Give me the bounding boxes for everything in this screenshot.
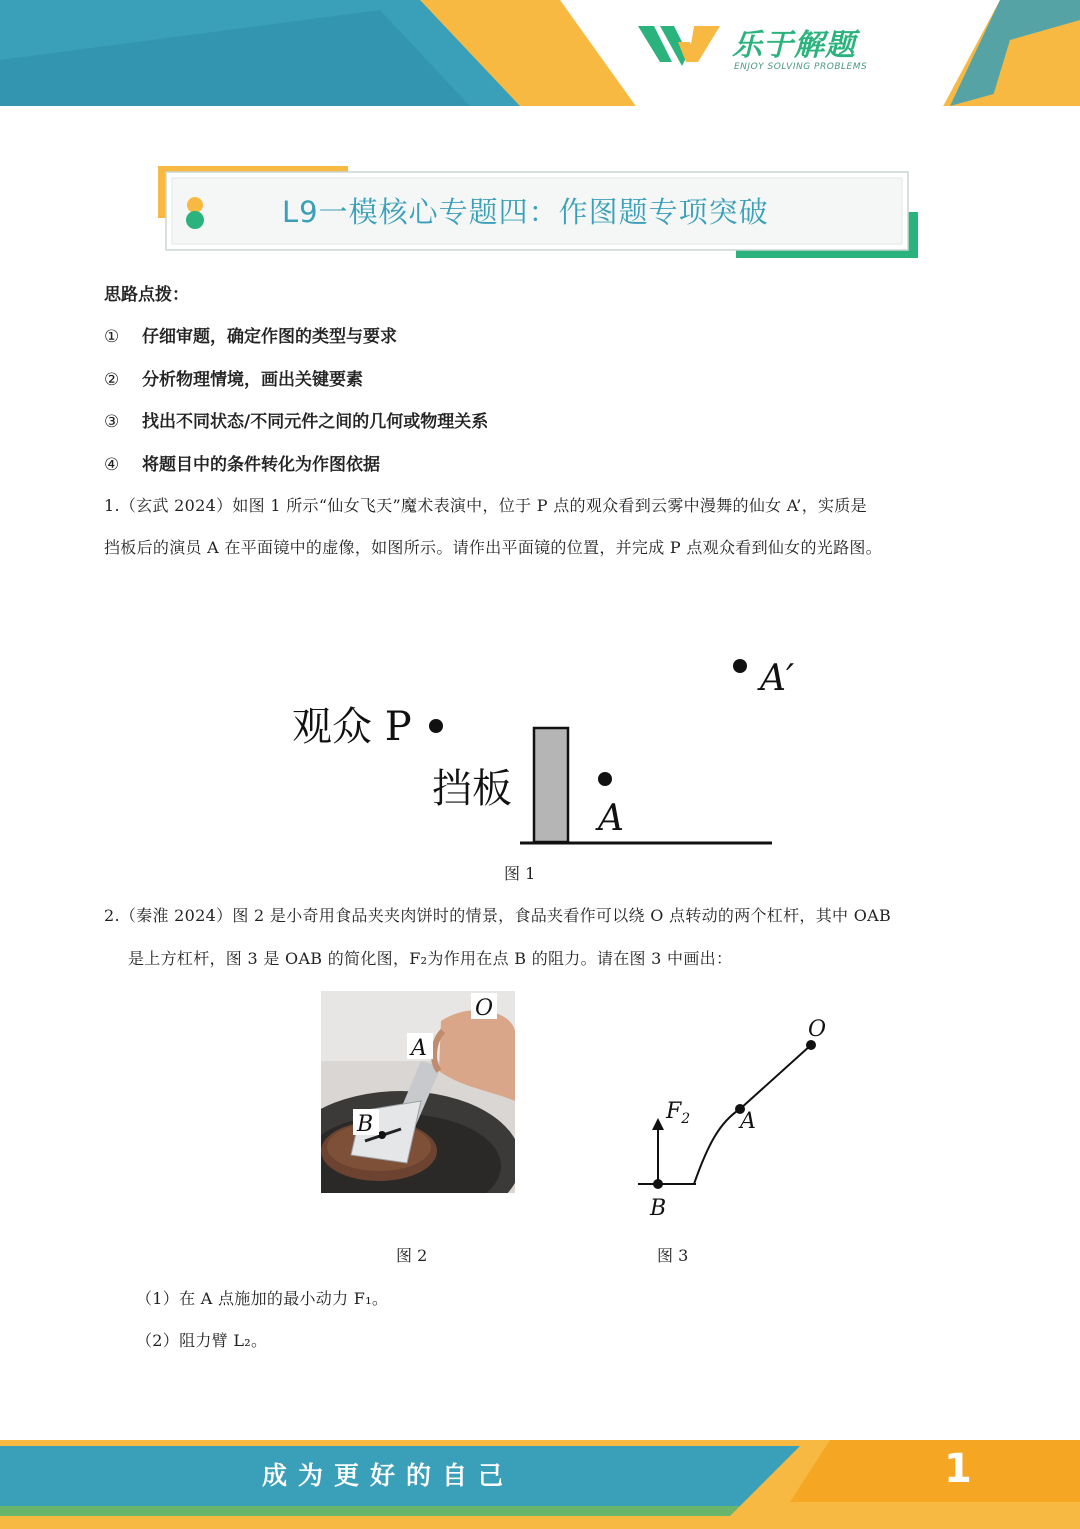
tip-text: 找出不同状态/不同元件之间的几何或物理关系	[142, 412, 489, 432]
fig3-label-f2: $F_2$	[666, 1099, 691, 1127]
fig1-point-a-prime	[733, 659, 747, 673]
tip-number: ①	[104, 327, 120, 347]
tip-item	[104, 407, 488, 432]
fig1-board-label: 挡板	[432, 766, 512, 812]
fig1-point-p	[429, 719, 443, 733]
fig2-label-o: O	[475, 996, 494, 1021]
fig3-caption: 图 3	[657, 1246, 689, 1265]
fig1-a-prime-label: A′	[760, 658, 795, 699]
page-title: L9一模核心专题四：作图题专项突破	[282, 195, 769, 229]
tips-heading: 思路点拨：	[104, 285, 189, 305]
tip-item	[104, 322, 397, 347]
q2-sub-question-2: （2）阻力臂 L₂。	[136, 1331, 268, 1350]
fig2-caption: 图 2	[396, 1246, 428, 1265]
footer-banner	[0, 1440, 1080, 1529]
figure-1	[280, 640, 800, 855]
brand-tagline: ENJOY SOLVING PROBLEMS	[734, 62, 868, 72]
q2-text-line2: 是上方杠杆，图 3 是 OAB 的简化图，F₂为作用在点 B 的阻力。请在图 3 中画出：	[128, 949, 733, 968]
tip-text: 分析物理情境，画出关键要素	[142, 370, 363, 390]
fig3-point-b	[653, 1179, 663, 1189]
tip-item	[104, 450, 380, 475]
fig1-point-a	[598, 772, 612, 786]
fig3-label-a: A	[740, 1109, 756, 1134]
fig2-label-b: B	[357, 1112, 374, 1137]
q2-text-line1: 2.（秦淮 2024）图 2 是小奇用食品夹夹肉饼时的情景，食品夹看作可以绕 O 点转动的两个杠杆，其中 OAB	[104, 906, 892, 925]
fig3-label-o: O	[808, 1017, 827, 1042]
figure-2-photo	[321, 991, 515, 1193]
tip-text: 将题目中的条件转化为作图依据	[142, 455, 380, 475]
q1-text-line1: 1.（玄武 2024）如图 1 所示“仙女飞天”魔术表演中，位于 P 点的观众看到云雾中漫舞的仙女 A’，实质是	[104, 496, 867, 515]
fig1-caption: 图 1	[504, 864, 536, 883]
fig1-a-label: A	[598, 798, 624, 839]
header-banner	[0, 0, 1080, 120]
brand-logo-icon	[638, 22, 722, 70]
fig3-arrowhead-icon	[652, 1118, 664, 1130]
tip-number: ④	[104, 455, 120, 475]
fig3-label-b: B	[650, 1196, 667, 1221]
q1-text-line2: 挡板后的演员 A 在平面镜中的虚像，如图所示。请作出平面镜的位置，并完成 P 点观众看到仙女的光路图。	[104, 538, 882, 557]
page-number: 1	[944, 1446, 972, 1492]
fig1-board	[534, 728, 568, 842]
footer-slogan: 成为更好的自己	[262, 1461, 515, 1490]
fig2-label-a: A	[411, 1036, 427, 1061]
fig1-viewer-label: 观众 P	[292, 704, 412, 750]
brand-name: 乐于解题	[732, 28, 856, 63]
bullet-dots-icon	[183, 196, 207, 230]
tip-text: 仔细审题，确定作图的类型与要求	[142, 327, 397, 347]
tip-number: ②	[104, 370, 120, 390]
tip-number: ③	[104, 412, 120, 432]
figure-3-lever	[630, 1010, 840, 1225]
tip-item	[104, 365, 363, 390]
q2-sub-question-1: （1）在 A 点施加的最小动力 F₁。	[136, 1289, 389, 1308]
